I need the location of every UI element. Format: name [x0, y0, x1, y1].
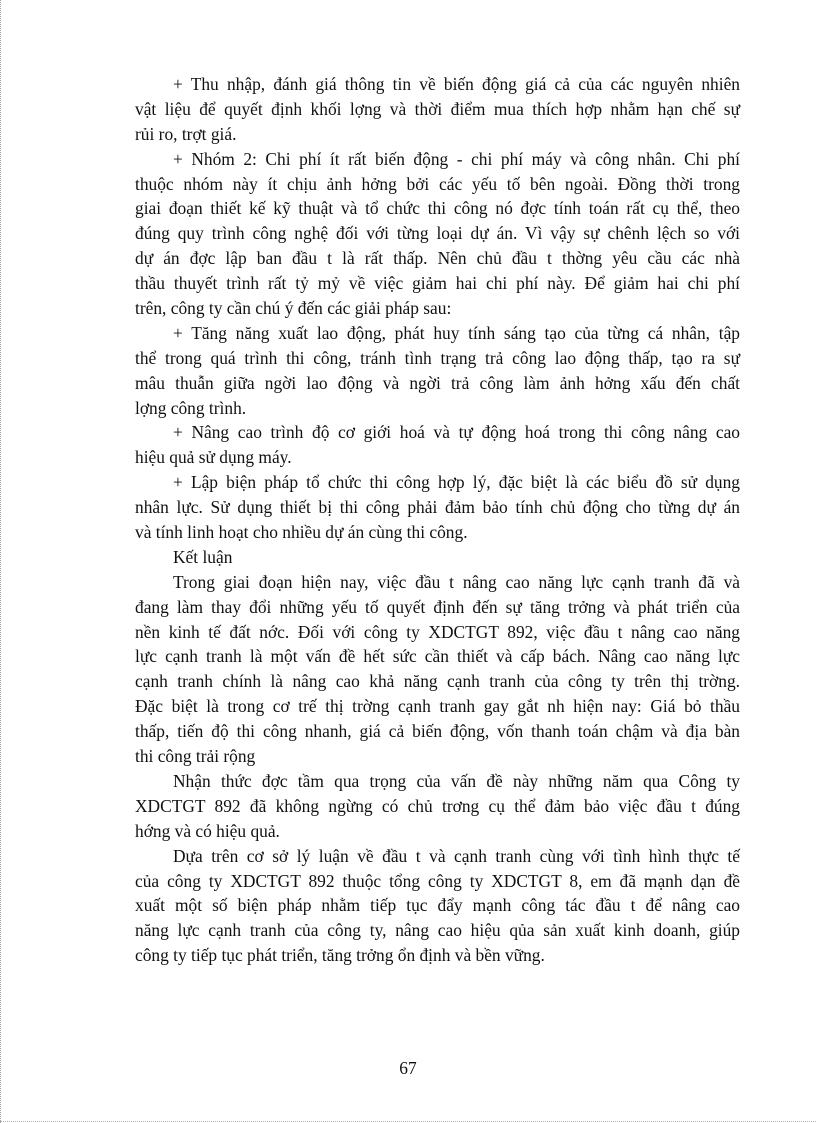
text-line: và tính linh hoạt cho nhiều dự án cùng thi công. [135, 522, 468, 543]
text-line: dự án đợc lập ban đầu t là rất thấp. Nên chủ đầu t thờng yêu cầu các nhà [135, 248, 740, 269]
text-line: lợng công trình. [135, 397, 247, 418]
text-line: mâu thuẫn giữa ngời lao động và ngời trả công làm ảnh hởng xấu đến chất [135, 372, 740, 393]
text-line: giai đoạn thiết kế kỹ thuật và tổ chức thi công nó đợc tính toán rất cụ thể, theo [135, 198, 740, 219]
text-line: thấp, tiến độ thi công nhanh, giá cả biến động, vốn thanh toán chậm và địa bàn [135, 721, 740, 742]
text-line: công ty tiếp tục phát triển, tăng trởng ổn định và bền vững. [135, 945, 545, 966]
text-line: thể trong quá trình thi công, tránh tình trạng trả công lao động thấp, tạo ra sự [135, 347, 740, 368]
paragraph [135, 769, 740, 844]
text-line: thầu thuyết trình rất tỷ mỷ về việc giảm hai chi phí này. Để giảm hai chi phí [135, 273, 740, 294]
text-line: cạnh tranh chính là nâng cao khả năng cạnh tranh của công ty trên thị trờng. [135, 671, 740, 692]
text-line: Đặc biệt là trong cơ trế thị trờng cạnh tranh gay gắt nh hiện nay: Giá bỏ thầu [135, 696, 740, 717]
text-line: XDCTGT 892 đã không ngừng có chủ trơng cụ thể đảm bảo việc đầu t đúng [135, 795, 740, 816]
text-line: thi công trải rộng [135, 746, 256, 767]
paragraph [135, 570, 740, 769]
text-line: hiệu quả sử dụng máy. [135, 447, 292, 468]
text-line: lực cạnh tranh là một vấn đề hết sức cần thiết và cấp bách. Nâng cao năng lực [135, 646, 740, 667]
paragraph [135, 321, 740, 421]
text-line: năng lực cạnh tranh của công ty, nâng cao hiệu qủa sản xuất kinh doanh, giúp [135, 920, 740, 941]
text-line: Nhận thức đợc tầm qua trọng của vấn đề này những năm qua Công ty [173, 770, 740, 791]
paragraph [135, 147, 740, 321]
text-line: + Nâng cao trình độ cơ giới hoá và tự động hoá trong thi công nâng cao [173, 422, 740, 443]
paragraph [135, 470, 740, 545]
text-line: đang làm thay đổi những yếu tố quyết định đến sự tăng trởng và phát triển của [135, 596, 740, 617]
text-line: Trong giai đoạn hiện nay, việc đầu t nâng cao năng lực cạnh tranh đã và [173, 571, 740, 592]
paragraph [135, 844, 740, 968]
text-line: vật liệu để quyết định khối lợng và thời điểm mua thích hợp nhằm hạn chế sự [135, 98, 740, 119]
text-line: Kết luận [173, 546, 233, 567]
text-line: của công ty XDCTGT 892 thuộc tổng công ty XDCTGT 8, em đã mạnh dạn đề [135, 870, 740, 891]
paragraph [135, 420, 740, 470]
text-line: + Tăng năng xuất lao động, phát huy tính sáng tạo của từng cá nhân, tập [173, 322, 740, 343]
page-left-border [0, 0, 2, 1123]
text-line: nhân lực. Sử dụng thiết bị thi công phải đảm bảo tính chủ động cho từng dự án [135, 497, 740, 518]
text-line: thuộc nhóm này ít chịu ảnh hởng bởi các yếu tố bên ngoài. Đồng thời trong [135, 173, 740, 194]
text-line: Dựa trên cơ sở lý luận về đầu t và cạnh tranh cùng với tình hình thực tế [173, 845, 740, 866]
text-line: đúng quy trình công nghệ đối với từng loại dự án. Vì vậy sự chênh lệch so với [135, 223, 740, 244]
page-number: 67 [399, 1058, 417, 1078]
text-line: + Nhóm 2: Chi phí ít rất biến động - chi phí máy và công nhân. Chi phí [173, 148, 740, 169]
text-line: rủi ro, trợt giá. [135, 123, 237, 144]
section-heading [135, 545, 740, 570]
text-line: + Thu nhập, đánh giá thông tin về biến động giá cả của các nguyên nhiên [173, 74, 740, 94]
text-line: xuất một số biện pháp nhằm tiếp tục đẩy mạnh công tác đầu t để nâng cao [135, 895, 740, 916]
text-line: trên, công ty cần chú ý đến các giải pháp sau: [135, 298, 452, 319]
text-line: + Lập biện pháp tổ chức thi công hợp lý, đặc biệt là các biểu đồ sử dụng [173, 472, 740, 493]
paragraph [135, 72, 740, 147]
text-line: hớng và có hiệu quả. [135, 820, 280, 841]
text-line: nền kinh tế đất nớc. Đối với công ty XDCTGT 892, việc đầu t nâng cao năng [135, 621, 740, 642]
document-body [135, 72, 740, 968]
